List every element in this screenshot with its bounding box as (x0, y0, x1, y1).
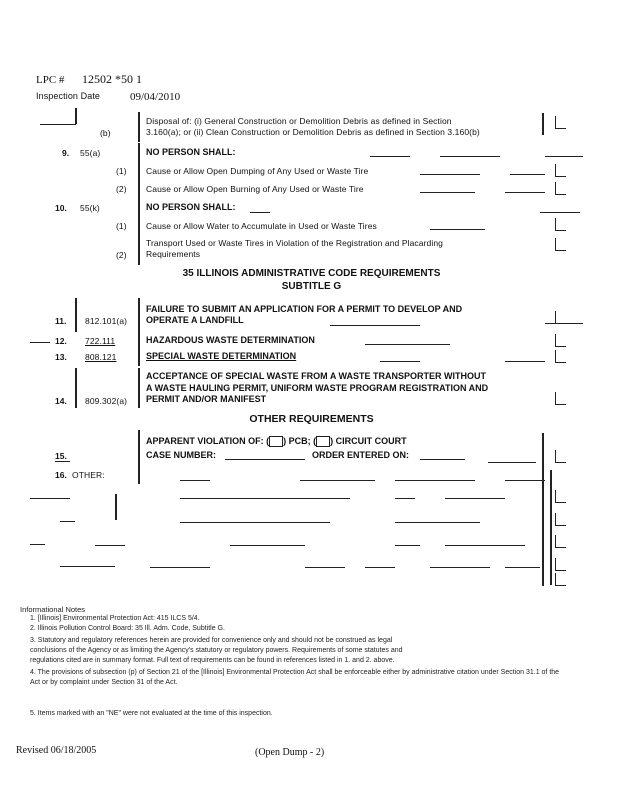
order-entered-label: ORDER ENTERED ON: (312, 450, 410, 460)
lpc-value: 12502 *50 1 (82, 72, 142, 86)
item10-number: 10. (55, 203, 67, 213)
item10-sub2-label: (2) (116, 250, 127, 260)
top-item-line-2: 3.160(a); or (ii) Clean Construction or Demolition Debris as defined in Section 3.160(b) (146, 127, 480, 137)
note-line-6: 4. The provisions of subsection (p) of Section 21 of the [Illinois] Environmental Protection Act shall be enforceable either by administrative citation under Section 31.1 of the Act or by complaint under Section 31 of the Act. (30, 669, 560, 686)
item10-title: NO PERSON SHALL: (146, 202, 236, 212)
apparent-violation-label: APPARENT VIOLATION OF: ( ) PCB; ( ) CIRCUIT COURT (146, 436, 407, 446)
pcb-checkbox[interactable] (269, 436, 283, 447)
item13-number: 13. (55, 352, 67, 362)
inspection-date-label: Inspection Date (36, 91, 101, 101)
section-35-subtitle: SUBTITLE G (281, 281, 342, 292)
item11-code: 812.101(a) (85, 316, 128, 326)
item8-label: (b) (100, 128, 111, 138)
item12-title: HAZARDOUS WASTE DETERMINATION (146, 335, 315, 345)
item16-number: 16. (55, 470, 67, 480)
note-line-5: regulations cited are in summary format. Full text of requirements can be found in references listed in 1. and 2. above. (30, 657, 395, 664)
section-35-title: 35 ILLINOIS ADMINISTRATIVE CODE REQUIREMENTS (182, 268, 441, 279)
item10-code: 55(k) (80, 203, 100, 213)
item10-sub1-label: (1) (116, 221, 127, 231)
item9-sub1-label: (1) (116, 166, 127, 176)
item13-code: 808.121 (85, 352, 117, 362)
circuit-court-checkbox[interactable] (316, 436, 330, 447)
item9-sub1-text: Cause or Allow Open Dumping of Any Used or Waste Tire (146, 166, 369, 176)
item11-number: 11. (55, 316, 67, 326)
item12-number: 12. (55, 336, 67, 346)
footer-form: (Open Dump - 2) (255, 747, 325, 758)
item15-number: 15. (55, 451, 67, 461)
other-requirements-title: OTHER REQUIREMENTS (249, 413, 374, 425)
top-item-line-1: Disposal of: (i) General Construction or Demolition Debris as defined in Section (146, 116, 452, 126)
item11-line2: OPERATE A LANDFILL (146, 315, 244, 325)
item10-sub2-text-cont: Requirements (146, 249, 201, 259)
item9-title: NO PERSON SHALL: (146, 147, 236, 157)
item13-title: SPECIAL WASTE DETERMINATION (146, 351, 297, 361)
notes-heading: Informational Notes (20, 605, 86, 614)
item11-line1: FAILURE TO SUBMIT AN APPLICATION FOR A PERMIT TO DEVELOP AND (146, 304, 463, 314)
note-line-7: 5. Items marked with an "NE" were not evaluated at the time of this inspection. (30, 710, 273, 717)
note-line-2: 2. Illinois Pollution Control Board: 35 Ill. Adm. Code, Subtitle G. (30, 625, 225, 632)
lpc-label: LPC # (36, 74, 65, 86)
note-line-1: 1. [Illinois] Environmental Protection Act: 415 ILCS 5/4. (30, 615, 200, 622)
item14-code: 809.302(a) (85, 396, 128, 406)
item9-code: 55(a) (80, 148, 101, 158)
item9-sub2-label: (2) (116, 184, 127, 194)
item10-sub2-text: Transport Used or Waste Tires in Violation of the Registration and Placarding (146, 238, 444, 248)
item9-sub2-text: Cause or Allow Open Burning of Any Used or Waste Tire (146, 184, 364, 194)
note-line-4: conclusions of the Agency or as limiting the Agency's statutory or regulatory powers. Requirements of some statutes and (30, 647, 403, 654)
item14-number: 14. (55, 396, 67, 406)
item10-sub1-text: Cause or Allow Water to Accumulate in Used or Waste Tires (146, 221, 377, 231)
item12-code: 722.111 (85, 336, 116, 346)
item14-line2: A WASTE HAULING PERMIT, UNIFORM WASTE PROGRAM REGISTRATION AND (146, 383, 489, 393)
case-number-label: CASE NUMBER: (146, 450, 217, 460)
item16-label: OTHER: (72, 470, 105, 480)
note-line-3: 3. Statutory and regulatory references herein are provided for convenience only and should not be construed as legal (30, 637, 393, 644)
footer-revised: Revised 06/18/2005 (16, 745, 97, 756)
item14-line3: PERMIT AND/OR MANIFEST (146, 394, 267, 404)
item14-line1: ACCEPTANCE OF SPECIAL WASTE FROM A WASTE TRANSPORTER WITHOUT (146, 371, 487, 381)
item9-number: 9. (62, 148, 70, 158)
inspection-date-value: 09/04/2010 (130, 91, 181, 103)
